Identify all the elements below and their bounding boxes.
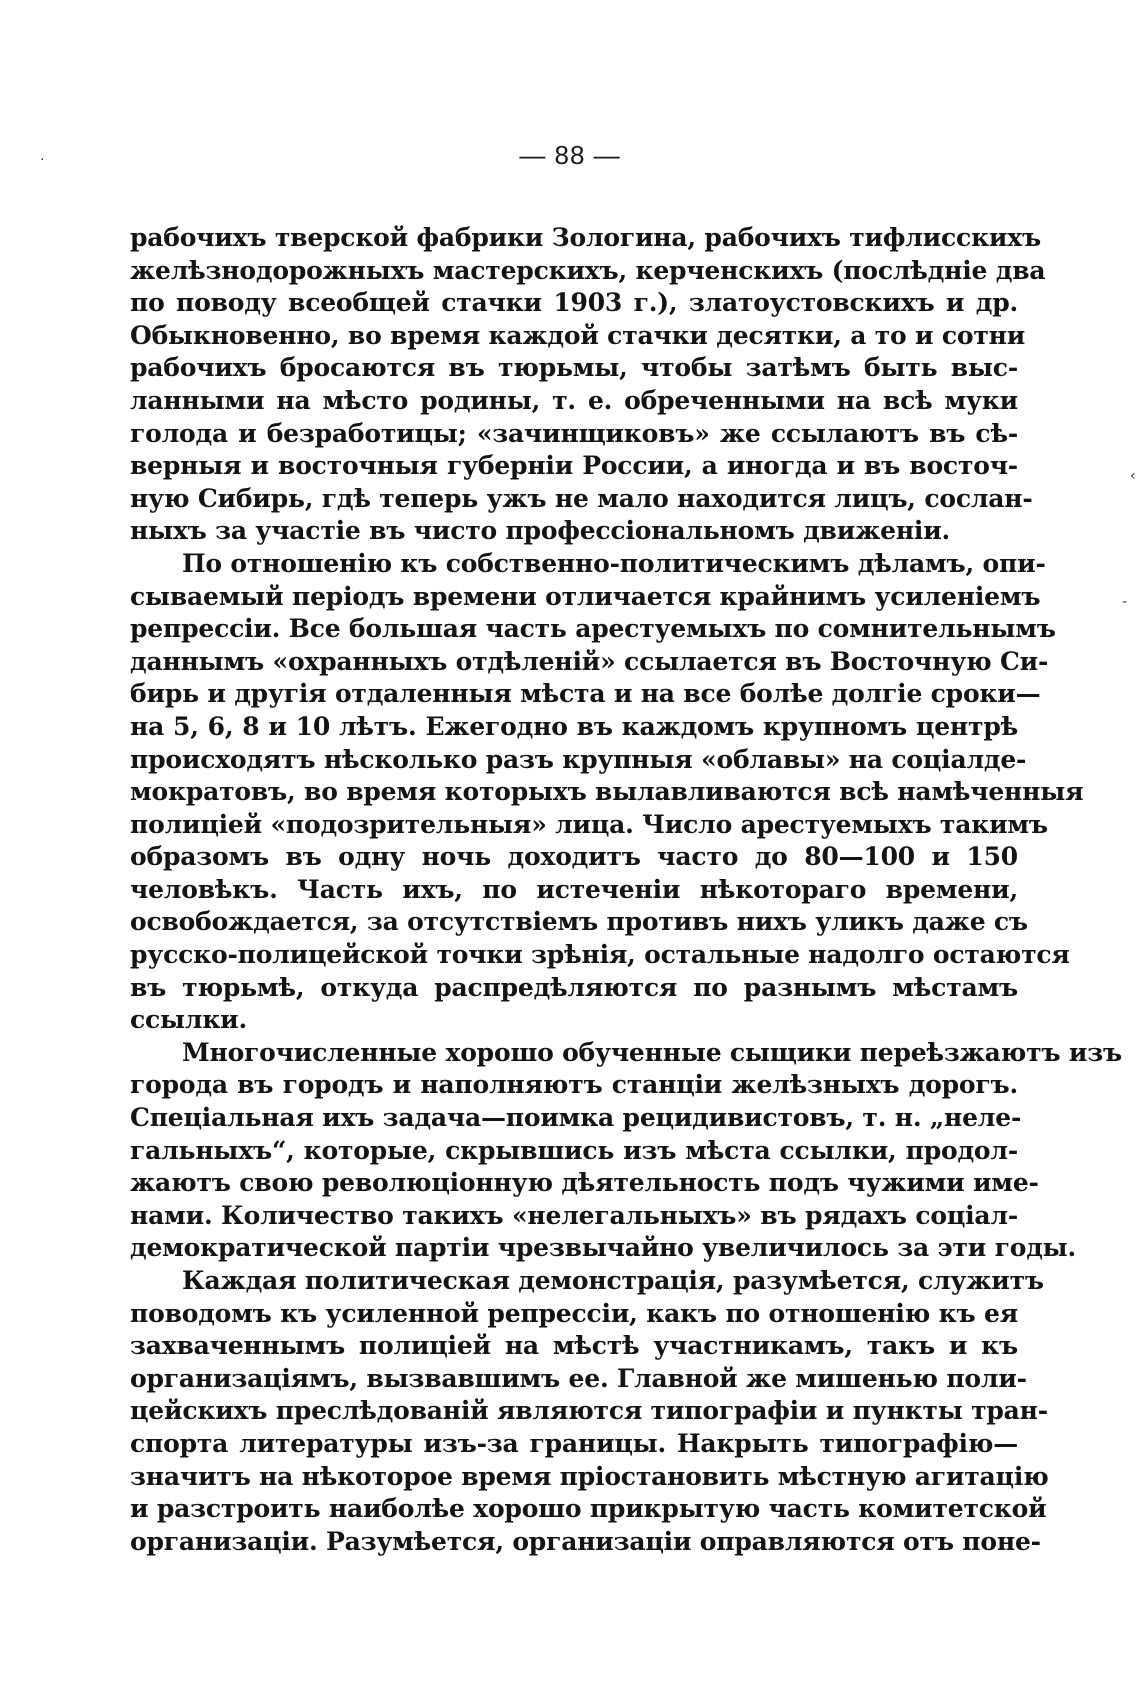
text-line: въ тюрьмѣ, откуда распредѣляются по разнымъ мѣстамъ [130,972,1018,1002]
text-line: мократовъ, во время которыхъ вылавливаются всѣ намѣченныя [130,777,1084,807]
text-line: ланными на мѣсто родины, т. е. обреченными на всѣ муки [130,385,1018,415]
text-line: организаціямъ, вызвавшимъ ее. Главной же мишенью поли- [130,1363,1027,1393]
text-line: даннымъ «охранныхъ отдѣленій» ссылается въ Восточную Си- [130,646,1049,676]
text-line: ссылки. [130,1005,248,1035]
text-line: освобождается, за отсутствіемъ противъ нихъ уликъ даже съ [130,907,1028,937]
paragraph [130,1265,1049,1558]
text-line: полиціей «подозрительныя» лица. Число арестуемыхъ такимъ [130,809,1048,839]
text-line: спорта литературы изъ-за границы. Накрыть типографію— [130,1428,1018,1458]
paragraph [130,1037,1122,1265]
text-line: Многочисленные хорошо обученные сыщики переѣзжаютъ изъ [182,1037,1122,1067]
text-line: жаютъ свою революціонную дѣятельность подъ чужими име- [130,1168,1039,1198]
paragraph [130,222,1046,548]
text-line: и разстроить наиболѣе хорошо прикрытую часть комитетской [130,1494,1047,1524]
text-line: желѣзнодорожныхъ мастерскихъ, керченскихъ (послѣдніе два [130,255,1046,285]
text-line: на 5, 6, 8 и 10 лѣтъ. Ежегодно въ каждомъ крупномъ центрѣ [130,711,1018,741]
text-line: по поводу всеобщей стачки 1903 г.), златоустовскихъ и др. [130,288,1018,318]
page-number: — 88 — [519,140,621,170]
text-line: Спеціальная ихъ задача—поимка рецидивистовъ, т. н. „неле- [130,1103,1022,1133]
text-line: верныя и восточныя губерніи России, а иногда и въ восточ- [130,451,1018,481]
text-line: образомъ въ одну ночь доходитъ часто до 80—100 и 150 [130,842,1018,872]
text-line: рабочихъ бросаются въ тюрьмы, чтобы затѣмъ быть выс- [130,353,1018,383]
paragraph [130,548,1084,1037]
text-line: организаціи. Разумѣется, организаціи оправляются отъ поне- [130,1526,1041,1556]
text-line: По отношенію къ собственно-политическимъ дѣламъ, опи- [182,548,1046,578]
text-line: ныхъ за участіе въ чисто профессіональномъ движеніи. [130,516,951,546]
text-line: происходятъ нѣсколько разъ крупныя «облавы» на соціалде- [130,744,1027,774]
text-line: поводомъ къ усиленной репрессіи, какъ по отношенію къ ея [130,1298,1018,1328]
text-line: нами. Количество такихъ «нелегальныхъ» въ рядахъ соціал- [130,1200,1018,1230]
text-line: гальныхъ“, которые, скрывшись изъ мѣста ссылки, продол- [130,1135,1018,1165]
text-line: рабочихъ тверской фабрики Зологина, рабочихъ тифлисскихъ [130,223,1041,252]
text-line: Каждая политическая демонстрація, разумѣется, служитъ [182,1266,1044,1295]
text-line: сываемый періодъ времени отличается крайнимъ усиленіемъ [130,581,1041,611]
text-line: человѣкъ. Часть ихъ, по истеченіи нѣкотораго времени, [130,874,1018,904]
text-line: ную Сибирь, гдѣ теперь ужъ не мало находится лицъ, сослан- [130,483,1033,513]
text-line: демократической партіи чрезвычайно увеличилось за эти годы. [130,1233,1077,1263]
scan-speck: - [1122,594,1128,610]
text-line: значитъ на нѣкоторое время пріостановить мѣстную агитацію [130,1461,1049,1491]
text-line: города въ городъ и наполняютъ станціи желѣзныхъ дорогъ. [130,1070,1018,1100]
scan-speck: · [40,152,45,168]
text-line: бирь и другія отдаленныя мѣста и на все болѣе долгіе сроки— [130,679,1041,709]
text-line: русско-полицейской точки зрѣнія, остальные надолго остаются [130,940,1070,970]
scan-speck: ‹ [1130,468,1136,484]
text-line: цейскихъ преслѣдованій являются типографіи и пункты тран- [130,1396,1048,1426]
text-line: голода и безработицы; «зачинщиковъ» же ссылаютъ въ сѣ- [130,418,1018,448]
text-line: Обыкновенно, во время каждой стачки десятки, а то и сотни [130,320,1026,350]
text-line: репрессіи. Все большая часть арестуемыхъ по сомнительнымъ [130,614,1056,644]
text-line: захваченнымъ полиціей на мѣстѣ участникамъ, такъ и къ [130,1331,1018,1361]
body-text [130,222,1122,1558]
